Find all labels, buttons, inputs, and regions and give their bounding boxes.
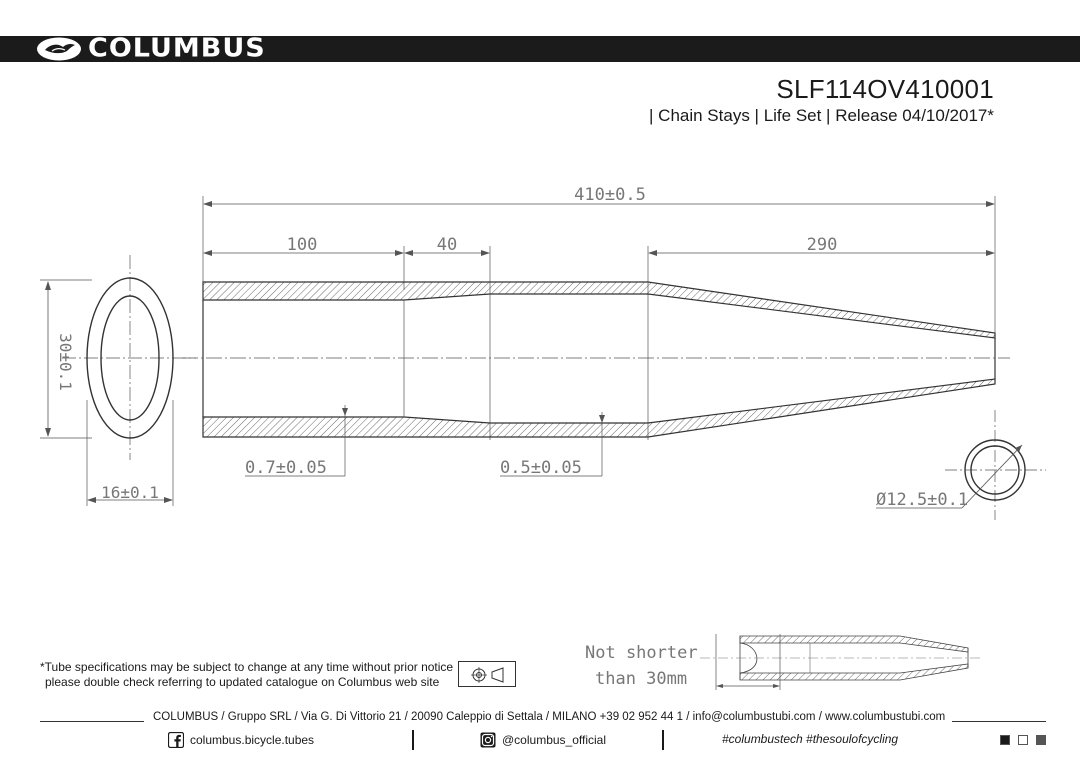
page-marker-square — [1000, 735, 1010, 745]
disclaimer-line-2: please double check referring to updated catalogue on Columbus web site — [45, 675, 440, 689]
brand-name: COLUMBUS — [88, 33, 266, 64]
dim-height: 30±0.1 — [56, 333, 75, 391]
tube-longitudinal-section — [182, 282, 1010, 437]
separator — [662, 730, 664, 750]
product-code: SLF114OV410001 — [776, 74, 994, 104]
social-row — [0, 732, 1080, 750]
facebook-handle: columbus.bicycle.tubes — [190, 733, 315, 747]
dim-segment-2: 40 — [436, 235, 458, 255]
dim-wall-thick: 0.7±0.05 — [245, 458, 327, 478]
footer-address: COLUMBUS / Gruppo SRL / Via G. Di Vittorio 21 / 20090 Caleppio di Settala / MILANO +39 02 952 44 1 / info@columbustubi.com / www.columbustubi.com — [153, 711, 946, 723]
dim-wall-thin: 0.5±0.05 — [500, 458, 582, 478]
note-than-30mm: than 30mm — [595, 669, 688, 689]
insert-length-note-drawing — [700, 634, 980, 690]
instagram-handle: @columbus_official — [502, 733, 607, 747]
hashtags — [722, 732, 898, 746]
instagram-link[interactable] — [480, 732, 606, 748]
dim-diameter: Ø12.5±0.1 — [876, 490, 969, 510]
instagram-icon — [480, 732, 496, 748]
facebook-link[interactable] — [168, 732, 314, 748]
facebook-icon — [168, 732, 184, 748]
footer-rule-left — [40, 721, 144, 722]
dim-segment-3: 290 — [806, 235, 838, 255]
projection-symbol-icon — [458, 661, 516, 687]
footer-rule-right — [952, 721, 1046, 722]
separator — [412, 730, 414, 750]
dim-total-length: 410±0.5 — [574, 185, 646, 205]
hashtags-text: #columbustech #thesoulofcycling — [722, 732, 899, 746]
product-subtitle: | Chain Stays | Life Set | Release 04/10/2017* — [649, 106, 994, 125]
dim-width: 16±0.1 — [101, 483, 159, 502]
disclaimer-line-1: *Tube specifications may be subject to change at any time without prior notice — [40, 660, 454, 674]
note-not-shorter: Not shorter — [585, 643, 698, 663]
dim-segment-1: 100 — [286, 235, 318, 255]
page-marker-square — [1018, 735, 1028, 745]
disclaimer — [40, 660, 453, 690]
page-marker-square — [1036, 735, 1046, 745]
